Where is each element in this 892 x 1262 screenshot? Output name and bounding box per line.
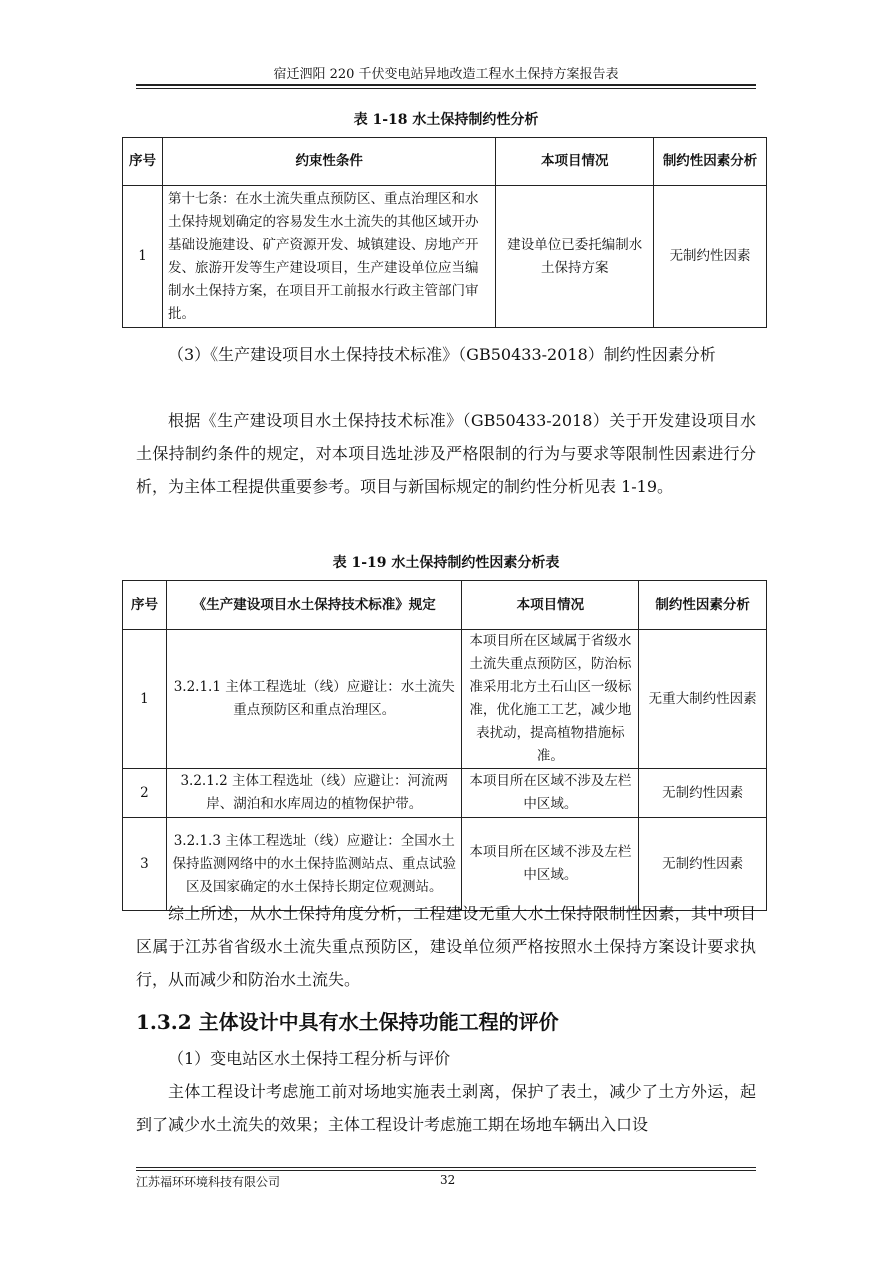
footer-company: 江苏福环环境科技有限公司 bbox=[136, 1175, 281, 1189]
table-1-18 bbox=[122, 137, 767, 328]
row-rule: 3.2.1.3 主体工程选址（线）应避让：全国水土保持监测网络中的水土保持监测站点、重点试验区及国家确定的水土保持长期定位观测站。 bbox=[166, 818, 462, 911]
footer-rule-thin bbox=[136, 1170, 756, 1171]
header-no: 序号 bbox=[123, 581, 167, 630]
header-analysis: 制约性因素分析 bbox=[654, 138, 767, 186]
row-no: 3 bbox=[123, 818, 167, 911]
paragraph-standard-intro: 根据《生产建设项目水土保持技术标准》（GB50433-2018）关于开发建设项目水土保持制约条件的规定，对本项目选址涉及严格限制的行为与要求等限制性因素进行分析，为主体工程提供重要参考。项目与新国标规定的制约性分析见表 1-19。 bbox=[136, 411, 756, 496]
table-1-19 bbox=[122, 580, 767, 911]
footer-rule bbox=[136, 1167, 756, 1168]
table-1-19-caption: 表 1-19 水土保持制约性因素分析表 bbox=[332, 555, 560, 571]
page-number: 32 bbox=[440, 1173, 456, 1187]
header-no: 序号 bbox=[123, 138, 163, 186]
header-rule bbox=[136, 84, 756, 86]
paragraph-analysis: 主体工程设计考虑施工前对场地实施表土剥离，保护了表土，减少了土方外运，起到了减少水土流失的效果；主体工程设计考虑施工期在场地车辆出入口设 bbox=[136, 1082, 756, 1134]
row-situation: 本项目所在区域不涉及左栏中区域。 bbox=[462, 818, 639, 911]
row-situation: 本项目所在区域不涉及左栏中区域。 bbox=[462, 769, 639, 818]
row-rule: 3.2.1.2 主体工程选址（线）应避让：河流两岸、湖泊和水库周边的植物保护带。 bbox=[166, 769, 462, 818]
table-row bbox=[123, 630, 767, 769]
header-rule-thin bbox=[136, 88, 756, 89]
row-no: 1 bbox=[123, 186, 163, 328]
row-rule: 3.2.1.1 主体工程选址（线）应避让：水土流失重点预防区和重点治理区。 bbox=[166, 630, 462, 769]
header-situation: 本项目情况 bbox=[496, 138, 654, 186]
paragraph-summary: 综上所述，从水土保持角度分析，工程建设无重大水土保持限制性因素，其中项目区属于江苏省省级水土流失重点预防区，建设单位须严格按照水土保持方案设计要求执行，从而减少和防治水土流失。 bbox=[136, 904, 756, 989]
row-no: 2 bbox=[123, 769, 167, 818]
row-condition: 第十七条：在水土流失重点预防区、重点治理区和水土保持规划确定的容易发生水土流失的其他区域开办基础设施建设、矿产资源开发、城镇建设、房地产开发、旅游开发等生产建设项目，生产建设单位应当编制水土保持方案，在项目开工前报水行政主管部门审批。 bbox=[162, 186, 495, 328]
row-analysis: 无制约性因素 bbox=[654, 186, 767, 328]
page-header: 宿迁泗阳 220 千伏变电站异地改造工程水土保持方案报告表 bbox=[273, 67, 619, 82]
table-row bbox=[123, 769, 767, 818]
row-no: 1 bbox=[123, 630, 167, 769]
paragraph-subsection: （1）变电站区水土保持工程分析与评价 bbox=[168, 1049, 451, 1068]
header-rule: 《生产建设项目水土保持技术标准》规定 bbox=[166, 581, 462, 630]
header-analysis: 制约性因素分析 bbox=[639, 581, 767, 630]
table-row bbox=[123, 186, 767, 328]
row-situation: 本项目所在区域属于省级水土流失重点预防区，防治标准采用北方土石山区一级标准，优化施工工艺，减少地表扰动，提高植物措施标准。 bbox=[462, 630, 639, 769]
header-situation: 本项目情况 bbox=[462, 581, 639, 630]
section-heading: 1.3.2 主体设计中具有水土保持功能工程的评价 bbox=[136, 1010, 559, 1034]
table-header-row bbox=[123, 138, 767, 186]
row-analysis: 无制约性因素 bbox=[639, 769, 767, 818]
row-analysis: 无制约性因素 bbox=[639, 818, 767, 911]
header-condition: 约束性条件 bbox=[162, 138, 495, 186]
row-situation: 建设单位已委托编制水土保持方案 bbox=[496, 186, 654, 328]
table-header-row bbox=[123, 581, 767, 630]
table-1-18-caption: 表 1-18 水土保持制约性分析 bbox=[353, 112, 539, 128]
paragraph-standard-title: （3）《生产建设项目水土保持技术标准》（GB50433-2018）制约性因素分析 bbox=[168, 345, 716, 364]
row-analysis: 无重大制约性因素 bbox=[639, 630, 767, 769]
